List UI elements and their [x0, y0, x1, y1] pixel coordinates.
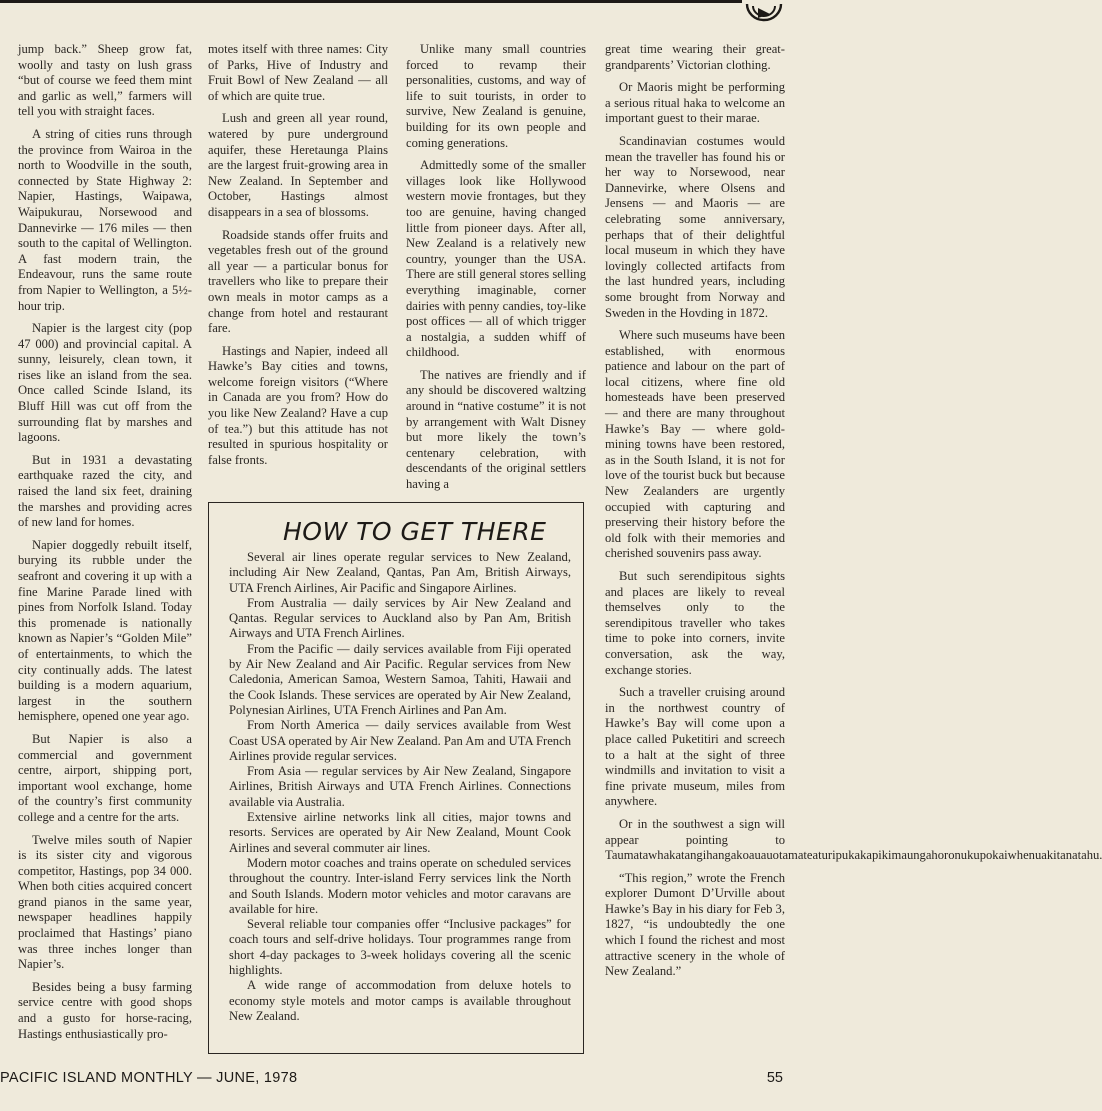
paragraph: But Napier is also a commercial and government centre, airport, shipping port, important wool exchange, home of the country’s first community college and a centre for the arts.: [18, 731, 192, 824]
paragraph: jump back.” Sheep grow fat, woolly and tasty on lush grass “but of course we feed them mint and garlic as well,” farmers will tell you with straight faces.: [18, 42, 192, 119]
publication-footer: PACIFIC ISLAND MONTHLY — JUNE, 1978: [0, 1070, 298, 1086]
paragraph: But in 1931 a devastating earthquake razed the city, and raised the land six feet, draining the marshes and providing acres of new land for homes.: [18, 452, 192, 530]
paragraph: Roadside stands offer fruits and vegetables fresh out of the ground all year — a particular bonus for travellers who like to prepare their own meals in motor camps as a change from hotel and restaurant fare.: [208, 227, 388, 336]
box-paragraph: Modern motor coaches and trains operate on scheduled services throughout the country. Inter-island Ferry services link the North and South Islands. Modern motor vehicles and motor caravans are available for hire.: [229, 855, 571, 916]
box-paragraph: From Australia — daily services by Air New Zealand and Qantas. Regular services to Auckland also by Pan Am, British Airways and UTA French Airlines.: [229, 595, 571, 641]
box-paragraph: Several reliable tour companies offer “Inclusive packages” for coach tours and self-drive holidays. Tour programmes range from short 4-day packages to 3-week holidays covering all the scenic highlights.: [229, 917, 571, 978]
paragraph: Or Maoris might be performing a serious ritual haka to welcome an important guest to their marae.: [605, 80, 785, 126]
paragraph: Scandinavian costumes would mean the traveller has found his or her way to Norsewood, near Dannevirke, where Olsens and Jensens — and Maoris — are celebrating some anniversary, perhaps that of their delightful local museum in which they have lovingly collected artifacts from the last hundred years, including some brought from Norway and Sweden in the Hovding in 1872.: [605, 133, 785, 320]
article-column-2: [208, 42, 388, 468]
box-paragraph: Several air lines operate regular services to New Zealand, including Air New Zealand, Qantas, Pan Am, British Airways, UTA French Airlines, Air Pacific and Singapore Airlines.: [229, 550, 571, 595]
paragraph: A string of cities runs through the province from Wairoa in the north to Woodville in the south, connected by State Highway 2: Napier, Hastings, Waipawa, Waipukurau, Norsewood and Dannevirke — 176 miles — then south to the capital of Wellington. A fast modern train, the Endeavour, runs the same route from Napier to Wellington, a 5½-hour trip.: [18, 126, 192, 313]
paragraph: “This region,” wrote the French explorer Dumont D’Urville about Hawke’s Bay in his diary for Feb 3, 1827, “is undoubtedly the one which I found the richest and most attractive scenery in the whole of New Zealand.”: [605, 870, 785, 979]
box-paragraph: A wide range of accommodation from deluxe hotels to economy style motels and motor camps is available throughout New Zealand.: [229, 978, 571, 1023]
page-number: 55: [766, 1070, 783, 1086]
box-heading: HOW TO GET THERE: [283, 517, 547, 546]
paragraph: Or in the southwest a sign will appear pointing to Taumatawhakatangihangakoauauotamateaturipukakapikimaungahoronukupokaiwhenuakitanatahu.: [605, 816, 1102, 863]
paragraph: Lush and green all year round, watered by pure underground aquifer, these Heretaunga Plains are the largest fruit-growing area in New Zealand. In September and October, Hastings almost disappears in a sea of blossoms.: [208, 111, 388, 219]
top-rule: [0, 0, 742, 3]
box-paragraph: From Asia — regular services by Air New Zealand, Singapore Airlines, British Airways and UTA French Airlines. Connections available via Australia.: [229, 764, 571, 809]
paragraph: Besides being a busy farming service centre with good shops and a gusto for horse-racing, Hastings enthusiastically pro-: [18, 979, 192, 1041]
paragraph: But such serendipitous sights and places are likely to reveal themselves only to the serendipitous traveller who takes time to poke into corners, invite conversation, ask the way, exchange stories.: [605, 569, 785, 677]
paragraph: Admittedly some of the smaller villages look like Hollywood western movie frontages, but they too are genuine, having changed little from pioneer days. After all, New Zealand is a relatively new country, younger than the USA. There are still general stores selling everything imaginable, corner dairies with penny candies, toy-like post offices — all of which trigger a nostalgia, a sudden whiff of childhood.: [406, 158, 586, 360]
paragraph: motes itself with three names: City of Parks, Hive of Industry and Fruit Bowl of New Zealand — all of which are quite true.: [208, 42, 388, 103]
paragraph: Hastings and Napier, indeed all Hawke’s Bay cities and towns, welcome foreign visitors (“Where in Canada are you from? How do you like New Zealand? Have a cup of tea.”) but this attitude has not resulted in spurious hospitality or false fronts.: [208, 343, 388, 467]
article-column-4: [605, 42, 1102, 980]
box-paragraph: From the Pacific — daily services available from Fiji operated by Air New Zealand and Air Pacific. Regular services from New Caledonia, American Samoa, Western Samoa, Tahiti, Hawaii and the Cook Islands. These services are operated by Air New Zealand, Polynesian Airlines, UTA French Airlines and Pan Am.: [229, 641, 571, 717]
paragraph: great time wearing their great-grandparents’ Victorian clothing.: [605, 42, 785, 72]
article-column-1: [18, 42, 192, 1042]
paragraph: The natives are friendly and if any should be discovered waltzing around in “native costume” it is not by arrangement with Walt Disney but more likely the town’s centenary celebration, with descendants of the original settlers having a: [406, 367, 586, 492]
paragraph: Such a traveller cruising around in the northwest country of Hawke’s Bay will come upon a place called Puketitiri and screech to a halt at the sight of three windmills and invitation to visit a fine private museum, miles from anywhere.: [605, 685, 785, 809]
paragraph: Napier is the largest city (pop 47 000) and provincial capital. A sunny, leisurely, clean town, it rises like an island from the sea. Once called Scinde Island, its Bluff Hill was cut off from the surrounding flat by marshes and lagoons.: [18, 321, 192, 445]
paragraph: Twelve miles south of Napier is its sister city and vigorous competitor, Hastings, pop 34 000. When both cities acquired concert grand pianos in the same year, newspaper headlines happily proclaimed that Hastings’ piano was three inches longer than Napier’s.: [18, 832, 192, 972]
box-paragraph: From North America — daily services available from West Coast USA operated by Air New Zealand. Pan Am and UTA French Airlines provide regular services.: [229, 718, 571, 763]
how-to-get-there-box: [208, 502, 584, 1054]
paragraph: Where such museums have been established, with enormous patience and labour on the part of local citizens, where fine old homesteads have been preserved — and there are many throughout Hawke’s Bay — where gold-mining towns have been restored, as in the South Island, it is not for love of the tourist buck but because New Zealanders are urgently occupied with capturing and preserving their history before the old folk with their memories and cherished souvenirs pass away.: [605, 328, 785, 561]
paragraph: Unlike many small countries forced to revamp their personalities, customs, and way of life to suit tourists, in order to survive, New Zealand is genuine, building for its own people and coming generations.: [406, 42, 586, 150]
box-paragraph: Extensive airline networks link all cities, major towns and resorts. Services are operated by Air New Zealand, Mount Cook Airlines and several commuter air lines.: [229, 810, 571, 855]
paragraph: Napier doggedly rebuilt itself, burying its rubble under the seafront and covering it up with a fine Marine Parade lined with pines from Norfolk Island. Today this promenade is nationally known as Napier’s “Golden Mile” of entertainments, to which the city continually adds. The latest building is a modern aquarium, largest in the southern hemisphere, opened one year ago.: [18, 537, 192, 724]
article-column-3: [406, 42, 586, 493]
magazine-logo-icon: [744, 0, 784, 28]
